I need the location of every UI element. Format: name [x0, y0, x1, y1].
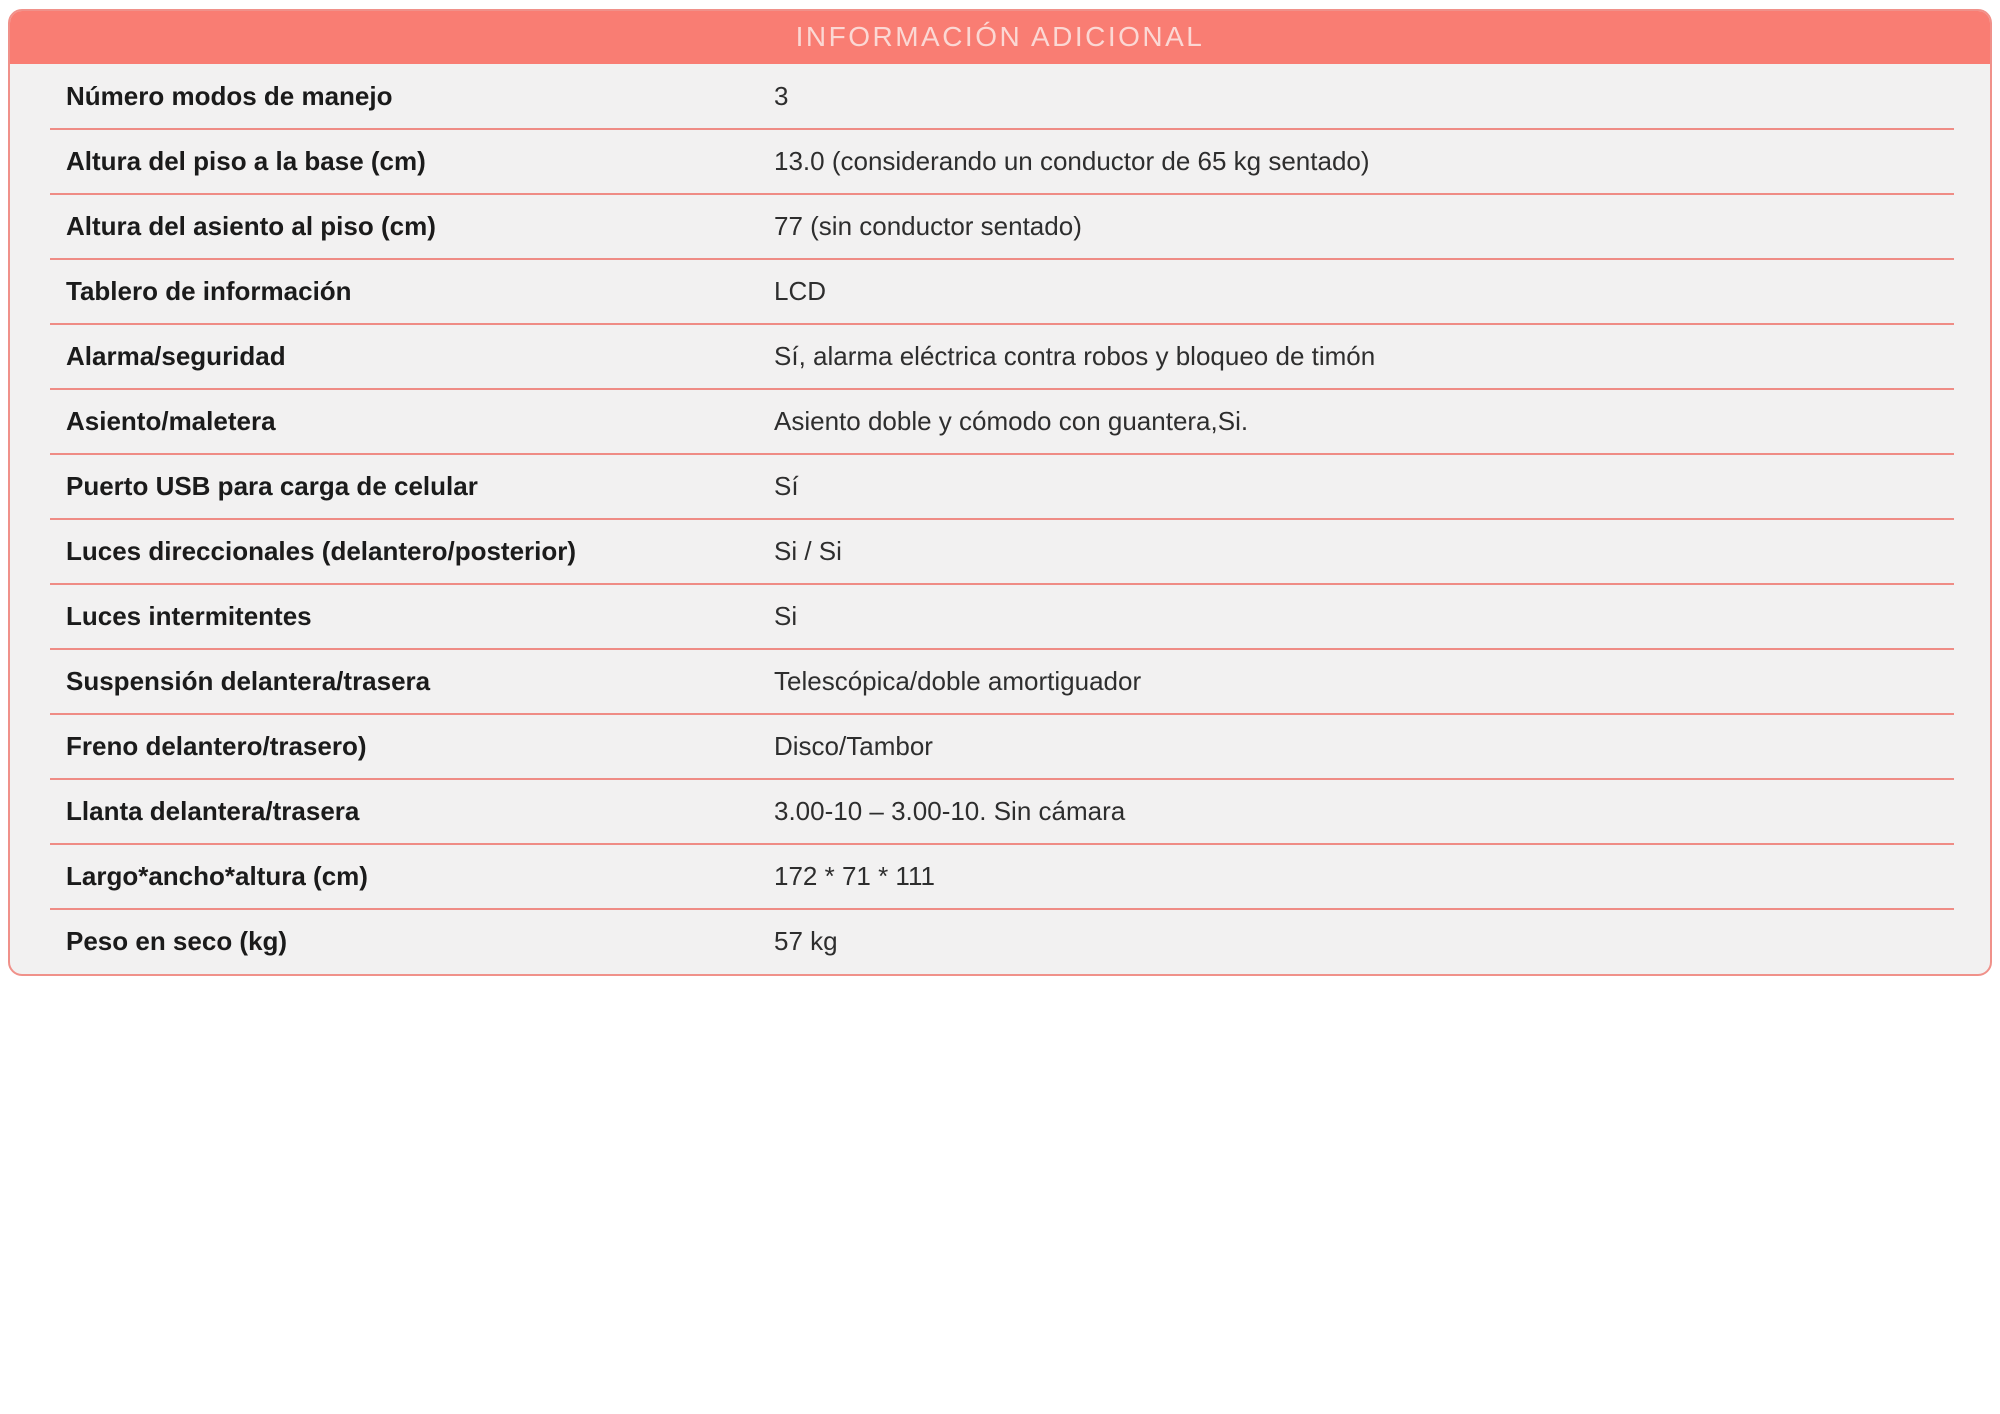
table-row — [10, 259, 1990, 324]
row-label: Luces intermitentes — [66, 601, 312, 631]
table-header — [8, 9, 1992, 64]
table-row — [10, 194, 1990, 259]
row-label: Peso en seco (kg) — [66, 926, 288, 956]
table-row — [10, 454, 1990, 519]
row-value: LCD — [774, 276, 827, 306]
table-row — [10, 844, 1990, 909]
row-label: Altura del piso a la base (cm) — [66, 146, 426, 176]
table-row — [10, 714, 1990, 779]
row-label: Luces direccionales (delantero/posterior) — [66, 536, 577, 566]
row-value: Telescópica/doble amortiguador — [774, 666, 1142, 696]
row-label: Largo*ancho*altura (cm) — [66, 861, 368, 891]
row-value: 3.00-10 – 3.00-10. Sin cámara — [774, 796, 1126, 826]
table-row — [10, 324, 1990, 389]
table-body — [10, 64, 1990, 974]
row-value: Sí, alarma eléctrica contra robos y bloqueo de timón — [774, 341, 1376, 371]
row-value: 57 kg — [774, 926, 838, 956]
row-value: Asiento doble y cómodo con guantera,Si. — [774, 406, 1249, 436]
row-label: Freno delantero/trasero) — [66, 731, 367, 761]
row-label: Tablero de información — [66, 276, 352, 306]
row-value: Si — [774, 601, 798, 631]
table-row — [10, 129, 1990, 194]
row-value: Sí — [774, 471, 799, 501]
row-value: Si / Si — [774, 536, 842, 566]
table-title: INFORMACIÓN ADICIONAL — [795, 20, 1205, 52]
row-value: 77 (sin conductor sentado) — [774, 211, 1082, 241]
row-label: Altura del asiento al piso (cm) — [66, 211, 436, 241]
row-value: Disco/Tambor — [774, 731, 933, 761]
table-row — [10, 779, 1990, 844]
row-label: Alarma/seguridad — [66, 341, 286, 371]
table-row — [10, 649, 1990, 714]
additional-info-table — [8, 9, 1992, 976]
row-label: Número modos de manejo — [66, 81, 393, 111]
row-value: 172 * 71 * 111 — [774, 861, 935, 891]
row-label: Suspensión delantera/trasera — [66, 666, 431, 696]
row-value: 13.0 (considerando un conductor de 65 kg sentado) — [774, 146, 1370, 176]
row-label: Asiento/maletera — [66, 406, 276, 436]
table-row — [10, 909, 1990, 974]
table-row — [10, 64, 1990, 129]
row-label: Llanta delantera/trasera — [66, 796, 360, 826]
row-value: 3 — [774, 81, 789, 111]
table-row — [10, 389, 1990, 454]
table-row — [10, 519, 1990, 584]
row-label: Puerto USB para carga de celular — [66, 471, 478, 501]
table-row — [10, 584, 1990, 649]
